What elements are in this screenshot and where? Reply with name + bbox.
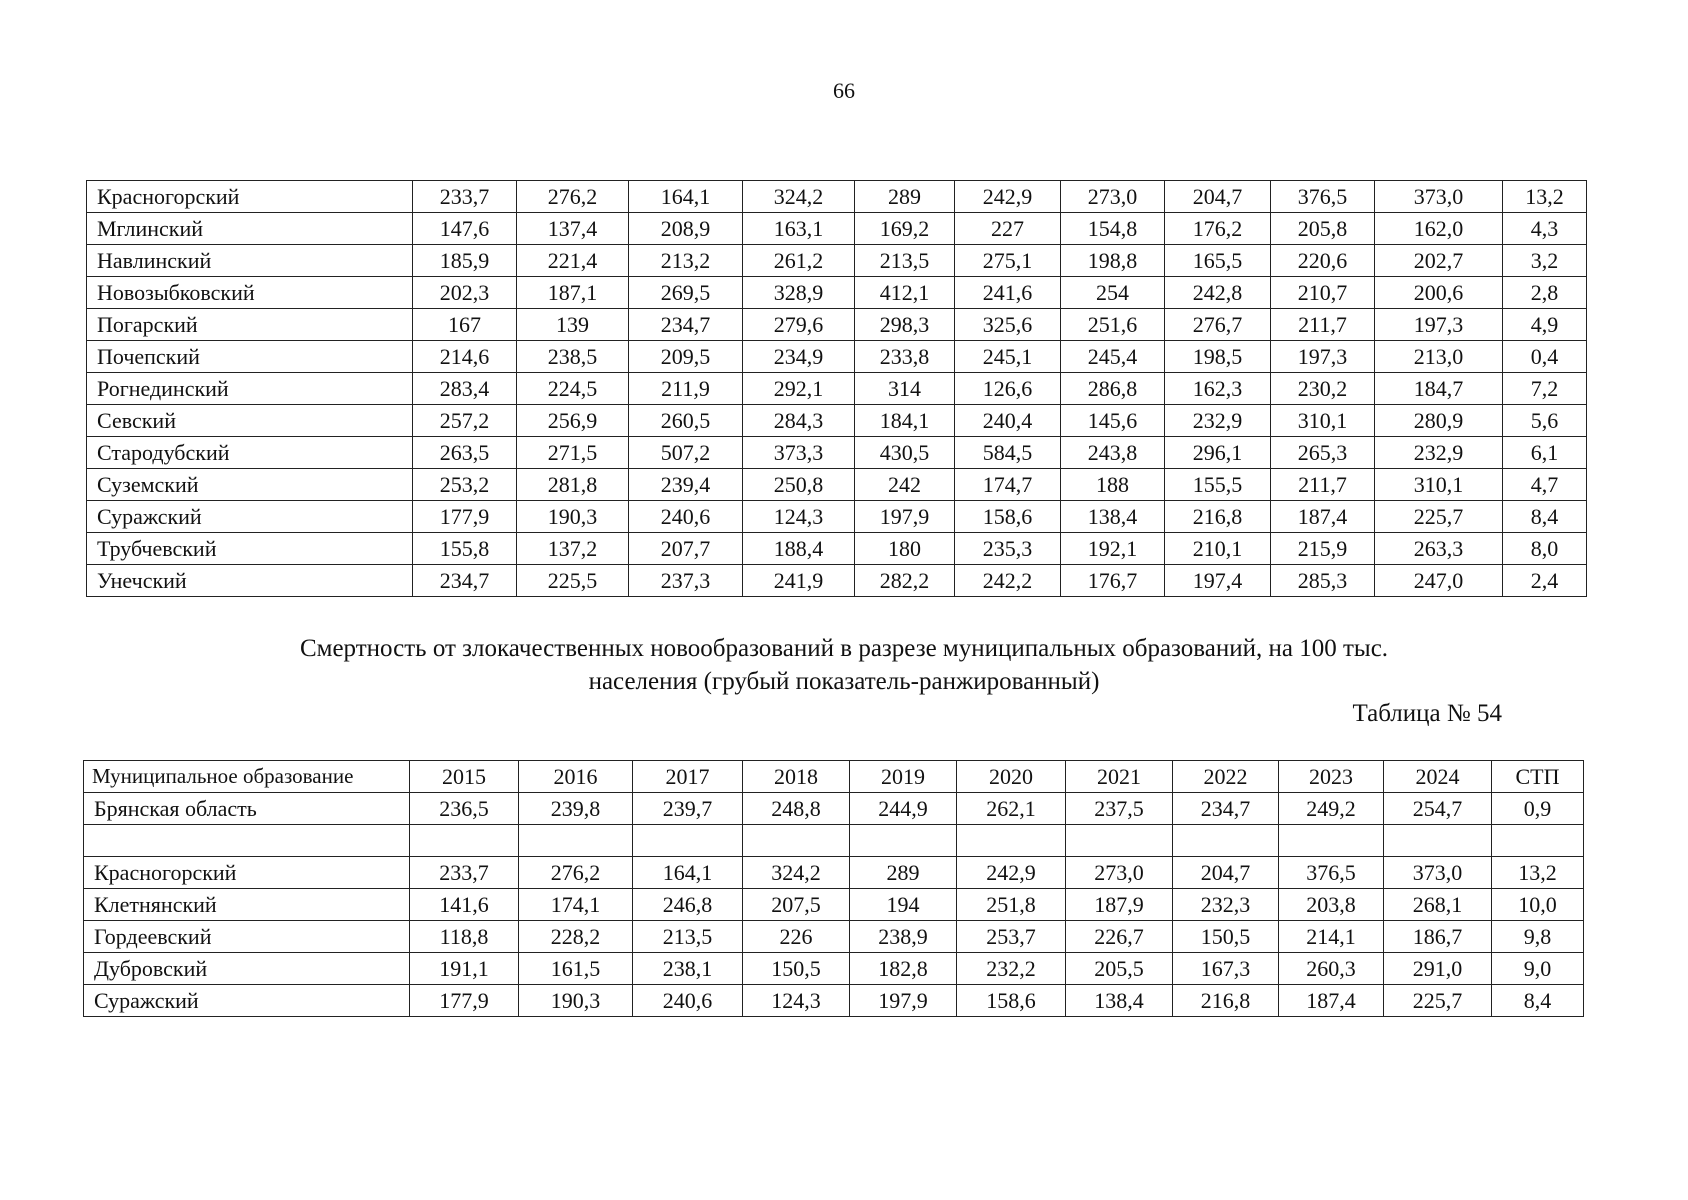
value-cell: 188 <box>1061 469 1165 501</box>
table-row <box>87 181 1587 213</box>
table-row <box>84 921 1584 953</box>
table-row <box>87 213 1587 245</box>
value-cell: 250,8 <box>743 469 855 501</box>
value-cell: 245,1 <box>955 341 1061 373</box>
value-cell: 207,5 <box>743 889 850 921</box>
value-cell: 239,4 <box>629 469 743 501</box>
value-cell: 232,9 <box>1375 437 1503 469</box>
stp-cell: 2,4 <box>1503 565 1587 597</box>
municipality-name-cell: Унечский <box>87 565 413 597</box>
value-cell: 226,7 <box>1066 921 1173 953</box>
value-cell: 291,0 <box>1384 953 1492 985</box>
value-cell <box>957 825 1066 857</box>
column-header: 2024 <box>1384 761 1492 793</box>
column-header: 2021 <box>1066 761 1173 793</box>
table-row <box>84 889 1584 921</box>
value-cell: 283,4 <box>413 373 517 405</box>
value-cell: 187,4 <box>1279 985 1384 1017</box>
value-cell: 269,5 <box>629 277 743 309</box>
column-header: 2023 <box>1279 761 1384 793</box>
table-row <box>84 793 1584 825</box>
value-cell: 239,7 <box>633 793 743 825</box>
municipality-name-cell: Суземский <box>87 469 413 501</box>
municipality-name-cell: Гордеевский <box>84 921 410 953</box>
table-row <box>87 341 1587 373</box>
value-cell: 373,3 <box>743 437 855 469</box>
value-cell <box>743 825 850 857</box>
value-cell: 251,6 <box>1061 309 1165 341</box>
value-cell: 204,7 <box>1173 857 1279 889</box>
value-cell: 192,1 <box>1061 533 1165 565</box>
value-cell: 138,4 <box>1061 501 1165 533</box>
value-cell: 314 <box>855 373 955 405</box>
value-cell: 242,8 <box>1165 277 1271 309</box>
value-cell: 325,6 <box>955 309 1061 341</box>
value-cell: 197,4 <box>1165 565 1271 597</box>
value-cell: 239,8 <box>519 793 633 825</box>
value-cell: 187,4 <box>1271 501 1375 533</box>
column-header: 2019 <box>850 761 957 793</box>
value-cell: 256,9 <box>517 405 629 437</box>
value-cell <box>519 825 633 857</box>
value-cell: 184,1 <box>855 405 955 437</box>
stp-cell: 7,2 <box>1503 373 1587 405</box>
value-cell: 237,5 <box>1066 793 1173 825</box>
value-cell: 180 <box>855 533 955 565</box>
table-row <box>87 437 1587 469</box>
table-row <box>84 985 1584 1017</box>
value-cell: 155,5 <box>1165 469 1271 501</box>
bottom-table-body <box>84 793 1584 1017</box>
value-cell: 276,2 <box>517 181 629 213</box>
stp-cell: 2,8 <box>1503 277 1587 309</box>
value-cell: 241,6 <box>955 277 1061 309</box>
value-cell: 225,7 <box>1384 985 1492 1017</box>
table-row <box>84 953 1584 985</box>
value-cell: 230,2 <box>1271 373 1375 405</box>
value-cell <box>633 825 743 857</box>
value-cell: 185,9 <box>413 245 517 277</box>
value-cell <box>1384 825 1492 857</box>
value-cell: 202,7 <box>1375 245 1503 277</box>
value-cell: 298,3 <box>855 309 955 341</box>
value-cell: 247,0 <box>1375 565 1503 597</box>
value-cell: 254 <box>1061 277 1165 309</box>
value-cell: 164,1 <box>629 181 743 213</box>
value-cell: 507,2 <box>629 437 743 469</box>
stp-cell: 9,0 <box>1492 953 1584 985</box>
stp-cell: 0,4 <box>1503 341 1587 373</box>
municipality-name-cell: Рогнединский <box>87 373 413 405</box>
value-cell: 240,4 <box>955 405 1061 437</box>
table-row <box>87 277 1587 309</box>
stp-cell: 6,1 <box>1503 437 1587 469</box>
value-cell: 238,1 <box>633 953 743 985</box>
value-cell: 191,1 <box>410 953 519 985</box>
value-cell: 165,5 <box>1165 245 1271 277</box>
value-cell: 214,1 <box>1279 921 1384 953</box>
table-row <box>87 405 1587 437</box>
table-row <box>87 245 1587 277</box>
value-cell: 190,3 <box>517 501 629 533</box>
value-cell: 280,9 <box>1375 405 1503 437</box>
municipality-name-cell: Навлинский <box>87 245 413 277</box>
value-cell: 224,5 <box>517 373 629 405</box>
section-title-line-2: населения (грубый показатель-ранжированный) <box>588 668 1100 695</box>
value-cell: 273,0 <box>1066 857 1173 889</box>
value-cell: 233,7 <box>410 857 519 889</box>
value-cell: 214,6 <box>413 341 517 373</box>
value-cell: 221,4 <box>517 245 629 277</box>
column-header-municipality: Муниципальное образование <box>84 761 410 793</box>
value-cell: 328,9 <box>743 277 855 309</box>
value-cell: 249,2 <box>1279 793 1384 825</box>
value-cell: 188,4 <box>743 533 855 565</box>
value-cell: 260,5 <box>629 405 743 437</box>
table-row <box>87 501 1587 533</box>
value-cell: 376,5 <box>1271 181 1375 213</box>
value-cell: 197,3 <box>1375 309 1503 341</box>
value-cell: 118,8 <box>410 921 519 953</box>
value-cell: 232,3 <box>1173 889 1279 921</box>
page-number: 66 <box>833 78 855 103</box>
table-row <box>84 857 1584 889</box>
stp-cell <box>1492 825 1584 857</box>
value-cell: 289 <box>855 181 955 213</box>
value-cell: 286,8 <box>1061 373 1165 405</box>
value-cell: 248,8 <box>743 793 850 825</box>
value-cell: 220,6 <box>1271 245 1375 277</box>
value-cell: 209,5 <box>629 341 743 373</box>
value-cell: 197,9 <box>855 501 955 533</box>
value-cell: 211,9 <box>629 373 743 405</box>
value-cell: 238,5 <box>517 341 629 373</box>
value-cell: 232,9 <box>1165 405 1271 437</box>
value-cell: 241,9 <box>743 565 855 597</box>
value-cell: 203,8 <box>1279 889 1384 921</box>
value-cell: 242 <box>855 469 955 501</box>
value-cell: 198,8 <box>1061 245 1165 277</box>
stp-cell: 4,9 <box>1503 309 1587 341</box>
value-cell: 207,7 <box>629 533 743 565</box>
value-cell: 210,1 <box>1165 533 1271 565</box>
section-title-line-1: Смертность от злокачественных новообразований в разрезе муниципальных образований, на 100 тыс. <box>299 635 1389 662</box>
municipality-name-cell: Погарский <box>87 309 413 341</box>
value-cell <box>1279 825 1384 857</box>
stp-cell: 3,2 <box>1503 245 1587 277</box>
value-cell: 238,9 <box>850 921 957 953</box>
value-cell: 373,0 <box>1384 857 1492 889</box>
value-cell: 265,3 <box>1271 437 1375 469</box>
value-cell: 376,5 <box>1279 857 1384 889</box>
value-cell: 244,9 <box>850 793 957 825</box>
value-cell: 145,6 <box>1061 405 1165 437</box>
municipality-name-cell: Красногорский <box>87 181 413 213</box>
value-cell: 194 <box>850 889 957 921</box>
value-cell: 126,6 <box>955 373 1061 405</box>
value-cell: 162,3 <box>1165 373 1271 405</box>
value-cell <box>410 825 519 857</box>
column-header: 2017 <box>633 761 743 793</box>
stp-cell: 4,7 <box>1503 469 1587 501</box>
value-cell: 227 <box>955 213 1061 245</box>
value-cell: 324,2 <box>743 857 850 889</box>
value-cell: 237,3 <box>629 565 743 597</box>
value-cell: 213,0 <box>1375 341 1503 373</box>
value-cell: 169,2 <box>855 213 955 245</box>
value-cell: 253,7 <box>957 921 1066 953</box>
stp-cell: 8,4 <box>1492 985 1584 1017</box>
value-cell: 240,6 <box>633 985 743 1017</box>
municipality-name-cell: Севский <box>87 405 413 437</box>
column-header: 2015 <box>410 761 519 793</box>
value-cell: 233,7 <box>413 181 517 213</box>
value-cell: 236,5 <box>410 793 519 825</box>
value-cell: 232,2 <box>957 953 1066 985</box>
value-cell: 263,3 <box>1375 533 1503 565</box>
value-cell: 242,2 <box>955 565 1061 597</box>
value-cell: 186,7 <box>1384 921 1492 953</box>
value-cell: 216,8 <box>1165 501 1271 533</box>
value-cell: 215,9 <box>1271 533 1375 565</box>
value-cell: 246,8 <box>633 889 743 921</box>
stp-cell: 13,2 <box>1492 857 1584 889</box>
value-cell: 240,6 <box>629 501 743 533</box>
value-cell: 167,3 <box>1173 953 1279 985</box>
value-cell: 242,9 <box>955 181 1061 213</box>
value-cell: 167 <box>413 309 517 341</box>
stp-cell: 4,3 <box>1503 213 1587 245</box>
value-cell: 279,6 <box>743 309 855 341</box>
value-cell: 176,2 <box>1165 213 1271 245</box>
value-cell: 150,5 <box>743 953 850 985</box>
mortality-table-continued <box>86 180 1587 597</box>
value-cell: 204,7 <box>1165 181 1271 213</box>
value-cell: 205,8 <box>1271 213 1375 245</box>
stp-cell: 8,4 <box>1503 501 1587 533</box>
value-cell: 161,5 <box>519 953 633 985</box>
value-cell: 202,3 <box>413 277 517 309</box>
municipality-name-cell: Новозыбковский <box>87 277 413 309</box>
value-cell: 190,3 <box>519 985 633 1017</box>
value-cell: 124,3 <box>743 501 855 533</box>
value-cell: 228,2 <box>519 921 633 953</box>
value-cell: 412,1 <box>855 277 955 309</box>
value-cell: 292,1 <box>743 373 855 405</box>
value-cell: 233,8 <box>855 341 955 373</box>
value-cell: 184,7 <box>1375 373 1503 405</box>
table-row <box>87 309 1587 341</box>
value-cell: 155,8 <box>413 533 517 565</box>
stp-cell: 10,0 <box>1492 889 1584 921</box>
value-cell: 275,1 <box>955 245 1061 277</box>
value-cell: 187,1 <box>517 277 629 309</box>
mortality-table-54 <box>83 760 1584 1017</box>
value-cell: 198,5 <box>1165 341 1271 373</box>
table-row <box>84 825 1584 857</box>
value-cell: 285,3 <box>1271 565 1375 597</box>
value-cell: 253,2 <box>413 469 517 501</box>
column-header: 2018 <box>743 761 850 793</box>
value-cell: 162,0 <box>1375 213 1503 245</box>
value-cell: 276,7 <box>1165 309 1271 341</box>
value-cell <box>1066 825 1173 857</box>
value-cell: 124,3 <box>743 985 850 1017</box>
municipality-name-cell: Суражский <box>87 501 413 533</box>
value-cell: 584,5 <box>955 437 1061 469</box>
value-cell: 234,7 <box>1173 793 1279 825</box>
value-cell: 211,7 <box>1271 309 1375 341</box>
value-cell: 174,1 <box>519 889 633 921</box>
value-cell: 213,5 <box>855 245 955 277</box>
value-cell: 177,9 <box>410 985 519 1017</box>
value-cell: 310,1 <box>1375 469 1503 501</box>
section-title <box>100 632 1588 698</box>
value-cell: 226 <box>743 921 850 953</box>
value-cell: 289 <box>850 857 957 889</box>
municipality-name-cell: Стародубский <box>87 437 413 469</box>
value-cell: 177,9 <box>413 501 517 533</box>
value-cell: 261,2 <box>743 245 855 277</box>
value-cell: 139 <box>517 309 629 341</box>
table-row <box>87 373 1587 405</box>
value-cell: 273,0 <box>1061 181 1165 213</box>
value-cell: 197,3 <box>1271 341 1375 373</box>
value-cell: 243,8 <box>1061 437 1165 469</box>
value-cell: 242,9 <box>957 857 1066 889</box>
column-header: 2022 <box>1173 761 1279 793</box>
value-cell: 235,3 <box>955 533 1061 565</box>
value-cell: 213,2 <box>629 245 743 277</box>
value-cell: 324,2 <box>743 181 855 213</box>
value-cell: 284,3 <box>743 405 855 437</box>
value-cell: 163,1 <box>743 213 855 245</box>
value-cell: 137,4 <box>517 213 629 245</box>
value-cell: 158,6 <box>957 985 1066 1017</box>
value-cell: 225,5 <box>517 565 629 597</box>
table-row <box>87 469 1587 501</box>
municipality-name-cell: Мглинский <box>87 213 413 245</box>
value-cell: 310,1 <box>1271 405 1375 437</box>
stp-cell: 5,6 <box>1503 405 1587 437</box>
value-cell: 251,8 <box>957 889 1066 921</box>
column-header: СТП <box>1492 761 1584 793</box>
value-cell: 210,7 <box>1271 277 1375 309</box>
value-cell <box>850 825 957 857</box>
municipality-name-cell: Суражский <box>84 985 410 1017</box>
value-cell: 200,6 <box>1375 277 1503 309</box>
value-cell: 174,7 <box>955 469 1061 501</box>
value-cell: 373,0 <box>1375 181 1503 213</box>
value-cell: 138,4 <box>1066 985 1173 1017</box>
value-cell: 216,8 <box>1173 985 1279 1017</box>
value-cell: 211,7 <box>1271 469 1375 501</box>
stp-cell: 9,8 <box>1492 921 1584 953</box>
header-row <box>84 761 1584 793</box>
value-cell: 205,5 <box>1066 953 1173 985</box>
column-header: 2016 <box>519 761 633 793</box>
value-cell: 154,8 <box>1061 213 1165 245</box>
value-cell: 187,9 <box>1066 889 1173 921</box>
top-table-body <box>87 181 1587 597</box>
municipality-name-cell: Красногорский <box>84 857 410 889</box>
municipality-name-cell <box>84 825 410 857</box>
table-number-label: Таблица № 54 <box>1352 700 1502 727</box>
value-cell: 430,5 <box>855 437 955 469</box>
column-header: 2020 <box>957 761 1066 793</box>
value-cell: 164,1 <box>633 857 743 889</box>
stp-cell: 0,9 <box>1492 793 1584 825</box>
value-cell: 141,6 <box>410 889 519 921</box>
stp-cell: 8,0 <box>1503 533 1587 565</box>
value-cell: 262,1 <box>957 793 1066 825</box>
value-cell: 147,6 <box>413 213 517 245</box>
municipality-name-cell: Почепский <box>87 341 413 373</box>
value-cell: 260,3 <box>1279 953 1384 985</box>
value-cell: 234,7 <box>413 565 517 597</box>
value-cell: 182,8 <box>850 953 957 985</box>
value-cell: 197,9 <box>850 985 957 1017</box>
value-cell: 176,7 <box>1061 565 1165 597</box>
municipality-name-cell: Брянская область <box>84 793 410 825</box>
stp-cell: 13,2 <box>1503 181 1587 213</box>
municipality-name-cell: Дубровский <box>84 953 410 985</box>
value-cell: 150,5 <box>1173 921 1279 953</box>
value-cell: 245,4 <box>1061 341 1165 373</box>
value-cell: 234,9 <box>743 341 855 373</box>
value-cell: 257,2 <box>413 405 517 437</box>
value-cell: 281,8 <box>517 469 629 501</box>
municipality-name-cell: Трубчевский <box>87 533 413 565</box>
value-cell: 234,7 <box>629 309 743 341</box>
value-cell: 271,5 <box>517 437 629 469</box>
value-cell <box>1173 825 1279 857</box>
value-cell: 213,5 <box>633 921 743 953</box>
municipality-name-cell: Клетнянский <box>84 889 410 921</box>
value-cell: 276,2 <box>519 857 633 889</box>
value-cell: 254,7 <box>1384 793 1492 825</box>
value-cell: 158,6 <box>955 501 1061 533</box>
value-cell: 137,2 <box>517 533 629 565</box>
value-cell: 263,5 <box>413 437 517 469</box>
value-cell: 296,1 <box>1165 437 1271 469</box>
value-cell: 225,7 <box>1375 501 1503 533</box>
bottom-table-header <box>84 761 1584 793</box>
value-cell: 268,1 <box>1384 889 1492 921</box>
value-cell: 282,2 <box>855 565 955 597</box>
table-row <box>87 565 1587 597</box>
value-cell: 208,9 <box>629 213 743 245</box>
table-row <box>87 533 1587 565</box>
